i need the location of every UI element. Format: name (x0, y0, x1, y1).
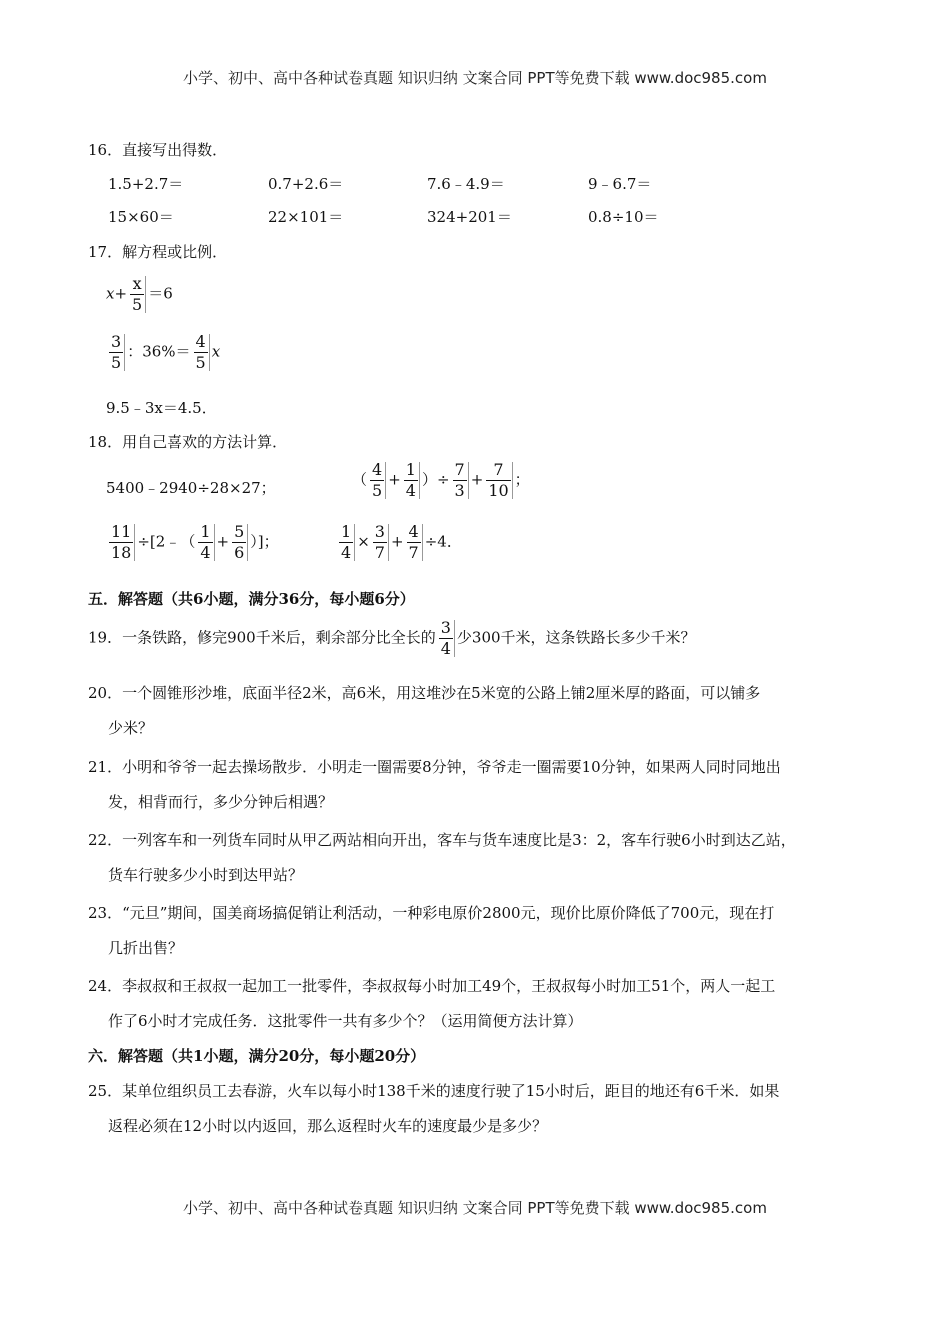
fraction: $\frac{11}{18}$ (108, 524, 135, 561)
q18-e2: （ $\frac{4}{5}$ + $\frac{1}{4}$ ）÷ $\frac{7}{3}$ + $\frac{7}{10}$ ； (352, 460, 530, 500)
q16-r1-c1: 1.5+2.7＝ (108, 175, 184, 193)
q25-line2: 返程必须在12小时以内返回，那么返程时火车的速度最少是多少？ (108, 1117, 548, 1135)
q23-line2: 几折出售？ (108, 939, 184, 957)
page-header: 小学、初中、高中各种试卷真题 知识归纳 文案合同 PPT等免费下载 www.doc985.com (183, 69, 767, 87)
q16-r2-c1: 15×60＝ (108, 208, 174, 226)
q17-eq3: 9.5﹣3x＝4.5． (106, 399, 217, 417)
q17-eq2: $\frac{3}{5}$ ：36%＝ $\frac{4}{5}$ x (106, 334, 220, 371)
page-footer: 小学、初中、高中各种试卷真题 知识归纳 文案合同 PPT等免费下载 www.doc985.com (183, 1199, 767, 1217)
q21-line1: 21．小明和爷爷一起去操场散步．小明走一圈需要8分钟，爷爷走一圈需要10分钟，如果两人同时同地出 (88, 758, 781, 776)
q24-line1: 24．李叔叔和王叔叔一起加工一批零件，李叔叔每小时加工49个，王叔叔每小时加工51个，两人一起工 (88, 977, 776, 995)
fraction: $\frac{x}{5}$ (129, 276, 146, 313)
q17-eq1-pre: x+ (106, 284, 128, 303)
fraction: $\frac{5}{6}$ (231, 524, 248, 561)
q16-r2-c4: 0.8÷10＝ (588, 208, 659, 226)
q20-line1: 20．一个圆锥形沙堆，底面半径2米，高6米，用这堆沙在5米宽的公路上铺2厘米厚的路面，可以铺多 (88, 684, 761, 702)
section6-title: 六．解答题（共1小题，满分20分，每小题20分） (88, 1047, 426, 1065)
q23-line1: 23．“元旦”期间，国美商场搞促销让利活动，一种彩电原价2800元，现价比原价降低了700元，现在打 (88, 904, 775, 922)
q22-line2: 货车行驶多少小时到达甲站？ (108, 866, 304, 884)
q18-e3: $\frac{11}{18}$ ÷[2﹣（ $\frac{1}{4}$ + $\frac{5}{6}$ ）]； (106, 524, 279, 561)
q19: 19．一条铁路，修完900千米后，剩余部分比全长的 $\frac{3}{4}$ 少300千米，这条铁路长多少千米？ (88, 618, 696, 658)
fraction: $\frac{3}{5}$ (108, 334, 125, 371)
q16-r1-c3: 7.6﹣4.9＝ (427, 175, 505, 193)
fraction: $\frac{7}{10}$ (485, 462, 512, 499)
fraction: $\frac{1}{4}$ (338, 524, 355, 561)
q22-line1: 22．一列客车和一列货车同时从甲乙两站相向开出，客车与货车速度比是3：2，客车行驶6小时到达乙站， (88, 831, 796, 849)
q16-r1-c4: 9﹣6.7＝ (588, 175, 652, 193)
q17-eq1: x+ $\frac{x}{5}$ ＝6 (106, 274, 173, 314)
q18-e1: 5400﹣2940÷28×27； (106, 479, 276, 497)
q24-line2: 作了6小时才完成任务．这批零件一共有多少个？（运用简便方法计算） (108, 1012, 583, 1030)
q18-e4: $\frac{1}{4}$ × $\frac{3}{7}$ + $\frac{4}{7}$ ÷4． (336, 524, 462, 561)
q16-r2-c3: 324+201＝ (427, 208, 512, 226)
q18-title: 18．用自己喜欢的方法计算． (88, 433, 288, 451)
q25-line1: 25．某单位组织员工去春游，火车以每小时138千米的速度行驶了15小时后，距目的地还有6千米．如果 (88, 1082, 780, 1100)
fraction: $\frac{1}{4}$ (403, 462, 420, 499)
fraction: $\frac{1}{4}$ (197, 524, 214, 561)
fraction: $\frac{3}{7}$ (372, 524, 389, 561)
q16-r1-c2: 0.7+2.6＝ (268, 175, 344, 193)
fraction: $\frac{3}{4}$ (438, 620, 455, 657)
q16-r2-c2: 22×101＝ (268, 208, 344, 226)
q16-title: 16．直接写出得数． (88, 141, 228, 159)
q17-title: 17．解方程或比例． (88, 243, 228, 261)
q20-line2: 少米？ (108, 719, 154, 737)
fraction: $\frac{4}{5}$ (193, 334, 210, 371)
fraction: $\frac{4}{5}$ (369, 462, 386, 499)
fraction: $\frac{7}{3}$ (452, 462, 469, 499)
q21-line2: 发，相背而行，多少分钟后相遇？ (108, 793, 334, 811)
fraction: $\frac{4}{7}$ (406, 524, 423, 561)
section5-title: 五．解答题（共6小题，满分36分，每小题6分） (88, 590, 415, 608)
